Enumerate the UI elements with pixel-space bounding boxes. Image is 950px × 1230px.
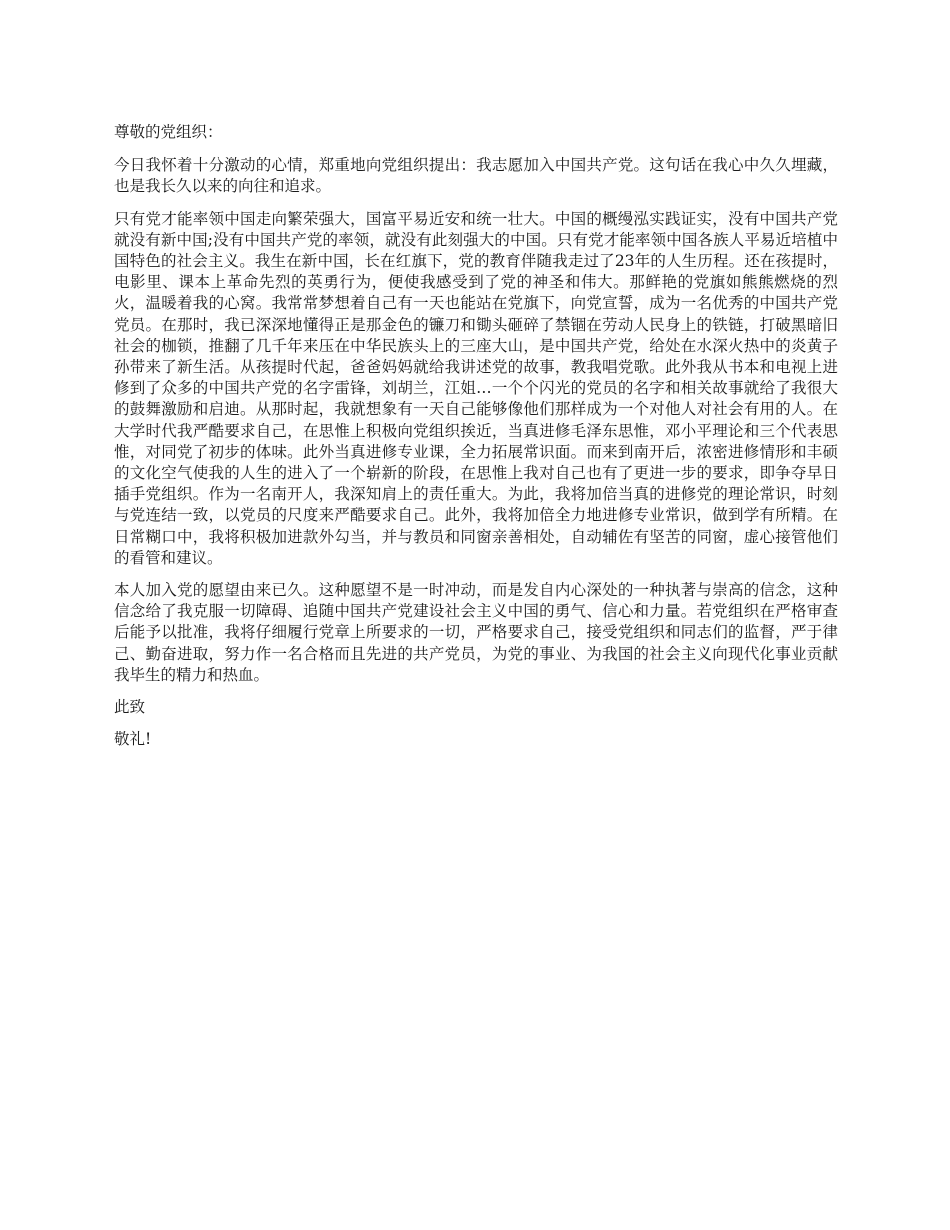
letter-body xyxy=(114,122,838,761)
paragraph-main: 只有党才能率领中国走向繁荣强大，国富平易近安和统一壮大。中国的概缦泓实践证实，没有中国共产党就没有新中国;没有中国共产党的率领，就没有此刻强大的中国。只有党才能率领中国各族人平易近培植中国特色的社会主义。我生在新中国，长在红旗下，党的教育伴随我走过了23年的人生历程。还在孩提时，电影里、课本上革命先烈的英勇行为，便使我感受到了党的神圣和伟大。那鲜艳的党旗如熊熊燃烧的烈火，温暖着我的心窝。我常常梦想着自己有一天也能站在党旗下，向党宣誓，成为一名优秀的中国共产党党员。在那时，我已深深地懂得正是那金色的镰刀和锄头砸碎了禁锢在劳动人民身上的铁链，打破黑暗旧社会的枷锁，推翻了几千年来压在中华民族头上的三座大山，是中国共产党，给处在水深火热中的炎黄子孙带来了新生活。从孩提时代起，爸爸妈妈就给我讲述党的故事，教我唱党歌。此外我从书本和电视上进修到了众多的中国共产党的名字雷锋，刘胡兰，江姐…一个个闪光的党员的名字和相关故事就给了我很大的鼓舞激励和启迪。从那时起，我就想象有一天自己能够像他们那样成为一个对他人对社会有用的人。在大学时代我严酷要求自己，在思惟上积极向党组织挨近，当真进修毛泽东思惟，邓小平理论和三个代表思惟，对同党了初步的体味。此外当真进修专业课，全力拓展常识面。而来到南开后，浓密进修情形和丰硕的文化空气使我的人生的进入了一个崭新的阶段，在思惟上我对自己也有了更进一步的要求，即争夺早日插手党组织。作为一名南开人，我深知肩上的责任重大。为此，我将加倍当真的进修党的理论常识，时刻与党连结一致，以党员的尺度来严酷要求自己。此外，我将加倍全力地进修专业常识，做到学有所精。在日常糊口中，我将积极加进款外勾当，并与教员和同窗亲善相处，自动辅佐有坚苦的同窗，虚心接管他们的看管和建议。 xyxy=(114,209,838,567)
paragraph-intro: 今日我怀着十分激动的心情，郑重地向党组织提出：我志愿加入中国共产党。这句话在我心中久久埋藏，也是我长久以来的向往和追求。 xyxy=(114,156,838,196)
salutation: 尊敬的党组织： xyxy=(114,123,223,141)
paragraph-resolve: 本人加入党的愿望由来已久。这种愿望不是一时冲动，而是发自内心深处的一种执著与崇高的信念，这种信念给了我克服一切障碍、追随中国共产党建设社会主义中国的勇气、信心和力量。若党组织在严格审查后能予以批准，我将仔细履行党章上所要求的一切，严格要求自己，接受党组织和同志们的监督，严于律己、勤奋进取，努力作一名合格而且先进的共产党员，为党的事业、为我国的社会主义向现代化事业贡献我毕生的精力和热血。 xyxy=(114,581,838,684)
closing-jing-li: 敬礼! xyxy=(114,730,152,749)
closing-ci-zhi: 此致 xyxy=(114,698,146,717)
